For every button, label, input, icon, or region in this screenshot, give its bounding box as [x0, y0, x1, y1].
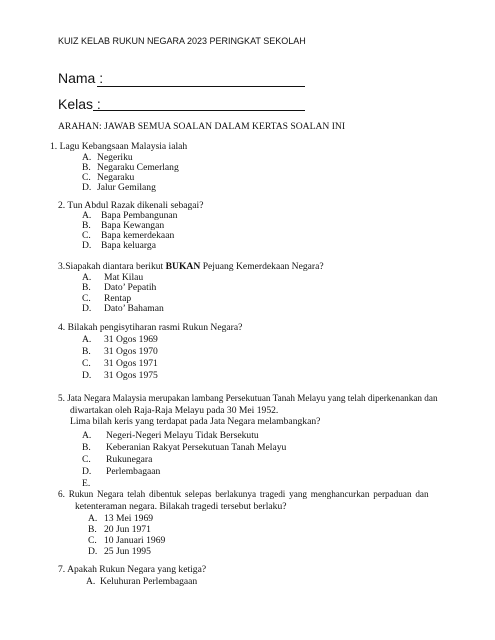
q2-option-c-letter: C.: [82, 230, 91, 241]
q5-option-c-letter: C.: [82, 454, 91, 465]
q6-option-d-letter: D.: [88, 546, 98, 557]
q6-option-a-letter: A.: [88, 513, 98, 524]
q7-option-a: Keluhuran Perlembagaan: [100, 576, 198, 587]
q4-option-c-letter: C.: [82, 358, 91, 369]
q2-option-b-letter: B.: [82, 220, 91, 231]
question-5-line-3: Lima bilah keris yang terdapat pada Jata Negara melambangkan?: [70, 416, 321, 427]
q5-option-d: Perlembagaan: [106, 466, 161, 477]
q5-option-a-letter: A.: [82, 430, 92, 441]
question-4-text: 4. Bilakah pengisytiharan rasmi Rukun Negara?: [58, 322, 243, 333]
q6-option-c: 10 Januari 1969: [104, 535, 166, 546]
question-2-text: 2. Tun Abdul Razak dikenali sebagai?: [58, 200, 204, 211]
q1-option-d: Jalur Gemilang: [97, 182, 156, 193]
q5-option-b: Keberanian Rakyat Persekutuan Tanah Melayu: [106, 442, 287, 453]
q4-option-d-letter: D.: [82, 370, 92, 381]
q3-option-a-letter: A.: [82, 272, 92, 283]
question-5-line-2: diwartakan oleh Raja-Raja Melayu pada 30 Mei 1952.: [70, 405, 279, 416]
q1-option-a-letter: A.: [82, 152, 92, 163]
kelas-label: Kelas :: [58, 96, 101, 112]
q3-option-d: Dato’ Bahaman: [104, 303, 164, 314]
q4-option-a: 31 Ogos 1969: [104, 334, 158, 345]
q4-option-d: 31 Ogos 1975: [104, 370, 158, 381]
q6-option-c-letter: C.: [88, 535, 97, 546]
q5-option-d-letter: D.: [82, 466, 92, 477]
q3-option-c-letter: C.: [82, 293, 91, 304]
q3-option-d-letter: D.: [82, 303, 92, 314]
q3-option-a: Mat Kilau: [104, 272, 144, 283]
nama-input-line[interactable]: [97, 86, 305, 87]
question-6-line-1: 6. Rukun Negara telah dibentuk selepas berlakunya tragedi yang menghancurkan perpaduan dan: [58, 489, 429, 499]
q3-text-emphasis: BUKAN: [165, 261, 201, 272]
instructions: ARAHAN: JAWAB SEMUA SOALAN DALAM KERTAS SOALAN INI: [58, 121, 346, 132]
q5-option-a: Negeri-Negeri Melayu Tidak Bersekutu: [106, 430, 259, 441]
q6-option-a: 13 Mei 1969: [104, 513, 154, 524]
q5-option-e-letter: E.: [82, 478, 91, 489]
quiz-header: KUIZ KELAB RUKUN NEGARA 2023 PERINGKAT SEKOLAH: [58, 36, 306, 46]
q6-option-d: 25 Jun 1995: [104, 546, 151, 557]
q6-option-b: 20 Jun 1971: [104, 524, 151, 535]
q1-option-d-letter: D.: [82, 182, 92, 193]
q3-option-c: Rentap: [104, 293, 132, 304]
q2-option-a: Bapa Pembangunan: [101, 210, 178, 221]
q2-option-a-letter: A.: [82, 210, 92, 221]
q1-option-b-letter: B.: [82, 162, 91, 173]
question-5-line-1: 5. Jata Negara Malaysia merupakan lambang Persekutuan Tanah Melayu yang telah diperkenankan dan: [58, 393, 438, 403]
q3-text-pre: 3.Siapakah diantara berikut: [58, 261, 166, 272]
q3-option-b-letter: B.: [82, 282, 91, 293]
q2-option-b: Bapa Kewangan: [101, 220, 165, 231]
q1-option-c: Negaraku: [97, 172, 135, 183]
question-6-line-2: ketenteraman negara. Bilakah tragedi tersebut berlaku?: [75, 501, 287, 512]
question-7-text: 7. Apakah Rukun Negara yang ketiga?: [58, 564, 207, 575]
q5-option-b-letter: B.: [82, 442, 91, 453]
q2-option-d: Bapa keluarga: [101, 240, 156, 251]
q5-option-c: Rukunegara: [106, 454, 153, 465]
question-1-text: 1. Lagu Kebangsaan Malaysia ialah: [50, 141, 188, 152]
q7-option-a-letter: A.: [86, 576, 96, 587]
q4-option-b-letter: B.: [82, 346, 91, 357]
q4-option-a-letter: A.: [82, 334, 92, 345]
q4-option-b: 31 Ogos 1970: [104, 346, 158, 357]
question-3-text: [58, 261, 324, 272]
q6-option-b-letter: B.: [88, 524, 97, 535]
nama-label: Nama :: [58, 70, 104, 86]
q1-option-c-letter: C.: [82, 172, 91, 183]
kelas-input-line[interactable]: [93, 110, 305, 111]
q2-option-d-letter: D.: [82, 240, 92, 251]
q3-option-b: Dato’ Pepatih: [104, 282, 157, 293]
q3-text-post: Pejuang Kemerdekaan Negara?: [200, 261, 324, 272]
q2-option-c: Bapa kemerdekaan: [101, 230, 175, 241]
q1-option-b: Negaraku Cemerlang: [97, 162, 179, 173]
q1-option-a: Negeriku: [97, 152, 133, 163]
q4-option-c: 31 Ogos 1971: [104, 358, 158, 369]
